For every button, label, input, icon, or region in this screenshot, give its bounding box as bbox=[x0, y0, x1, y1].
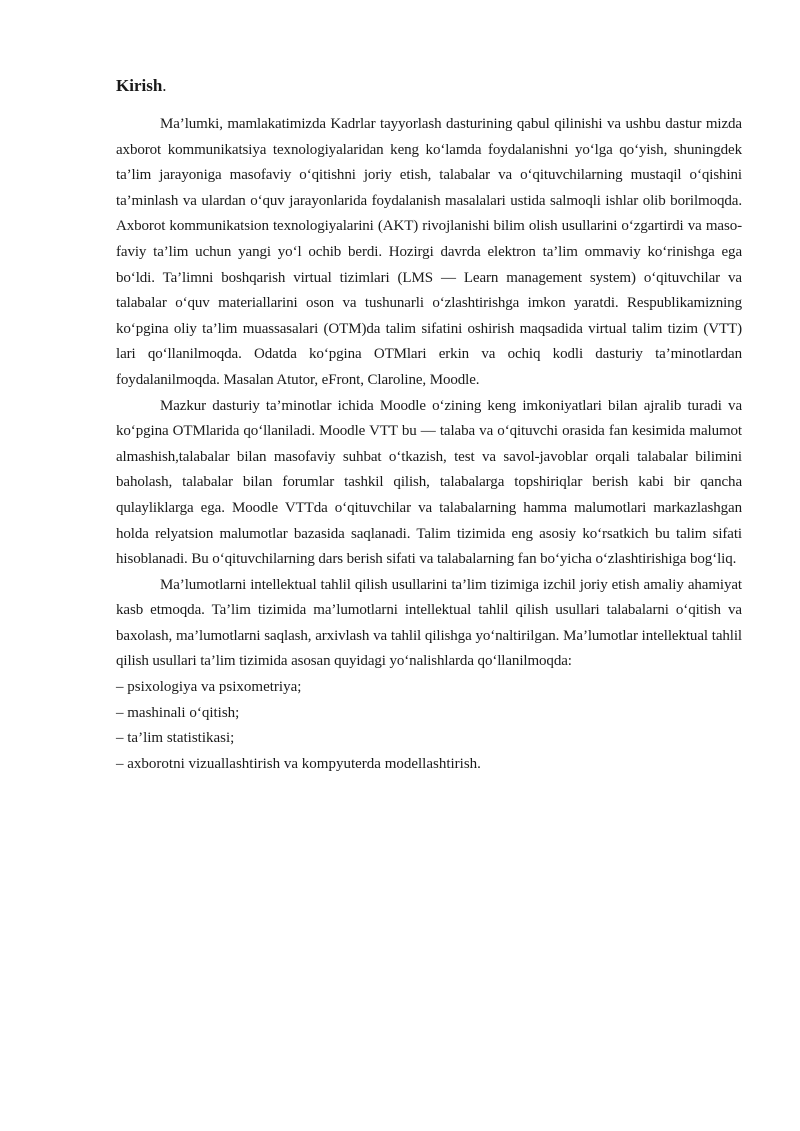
list-item: – mashinali o‘qitish; bbox=[116, 704, 240, 721]
paragraph-intro: Ma’lumki, mamlakatimizda Kadrlar tayyorlash dasturining qabul qilinishi va ushbu dastur mizda axborot kommunikatsiya texnologiyalaridan keng ko‘lamda foydalanishni yo‘lga qo‘yish, shuningdek ta’lim jarayoniga masofaviy o‘qitishni joriy etish, talabalar va o‘qituvchilarning mustaqil o‘qishini ta’minlash va ulardan o‘quv jarayonlarida foydalanish masalalari ustida salmoqli ishlar olib borilmoqda. Axborot kommunikatsion texnologiyalarini (AKT) rivojlanishi bilim olish usullarini o‘zgartirdi va maso- faviy ta’lim uchun yangi yo‘l ochib berdi. Hozirgi davrda elektron ta’lim ommaviy ko‘rinishga ega bo‘ldi. Ta’limni boshqarish virtual tizimlari (LMS — Learn management system) o‘qituvchilar va talabalar o‘quv materiallarini oson va tushunarli o‘zlashtirishga imkon yaratdi. Respublikamizning ko‘pgina oliy ta’lim muassasalari (OTM)da talim sifatini oshirish maqsadida virtual talim tizim (VTT) lari qo‘llanilmoqda. Odatda ko‘pgina OTMlari erkin va ochiq kodli dasturiy ta’minotlardan foydalanilmoqda. Masalan Atutor, eFront, Claroline, Moodle. bbox=[116, 116, 742, 388]
directions-list bbox=[116, 675, 742, 777]
document-page bbox=[116, 72, 742, 777]
section-heading bbox=[116, 72, 742, 100]
paragraph-data-analysis: Ma’lumotlarni intellektual tahlil qilish usullarini ta’lim tizimiga izchil joriy etish amaliy ahamiyat kasb etmoqda. Ta’lim tizimida ma’lumotlarni intellektual tahlil qilish usullari talabalarni o‘qitish va baxolash, ma’lumotlarni saqlash, arxivlash va tahlil qilishga yo‘naltirilgan. Ma’lumotlar intellektual tahlil qilish usullari ta’lim tizimida asosan quyidagi yo‘nalishlarda qo‘llanilmoqda: bbox=[116, 576, 742, 670]
list-item: – axborotni vizuallashtirish va kompyuterda modellashtirish. bbox=[116, 755, 481, 772]
list-item: – psixologiya va psixometriya; bbox=[116, 679, 302, 696]
heading-period: . bbox=[162, 76, 167, 95]
list-item: – ta’lim statistikasi; bbox=[116, 730, 235, 747]
paragraph-moodle: Mazkur dasturiy ta’minotlar ichida Moodle o‘zining keng imkoniyatlari bilan ajralib turadi va ko‘pgina OTMlarida qo‘llaniladi. Moodle VTT bu — talaba va o‘qituvchi orasida fan kesimida malumot almashish,talabalar bilan masofaviy suhbat o‘tkazish, test va savol-javoblar orqali talabalar bilimini baholash, talabalar bilan forumlar tashkil qilish, talabalarga topshiriqlar berish kabi bir qancha qulayliklarga ega. Moodle VTTda o‘qituvchilar va talabalarning hamma malumotlari markazlashgan holda relyatsion malumotlar bazasida saqlanadi. Talim tizimida eng asosiy ko‘rsatkich bu talim sifati hisoblanadi. Bu o‘qituvchilarning dars berish sifati va talabalarning fan bo‘yicha o‘zlashtirishiga bog‘liq. bbox=[116, 397, 742, 568]
heading-text: Kirish bbox=[116, 76, 163, 95]
